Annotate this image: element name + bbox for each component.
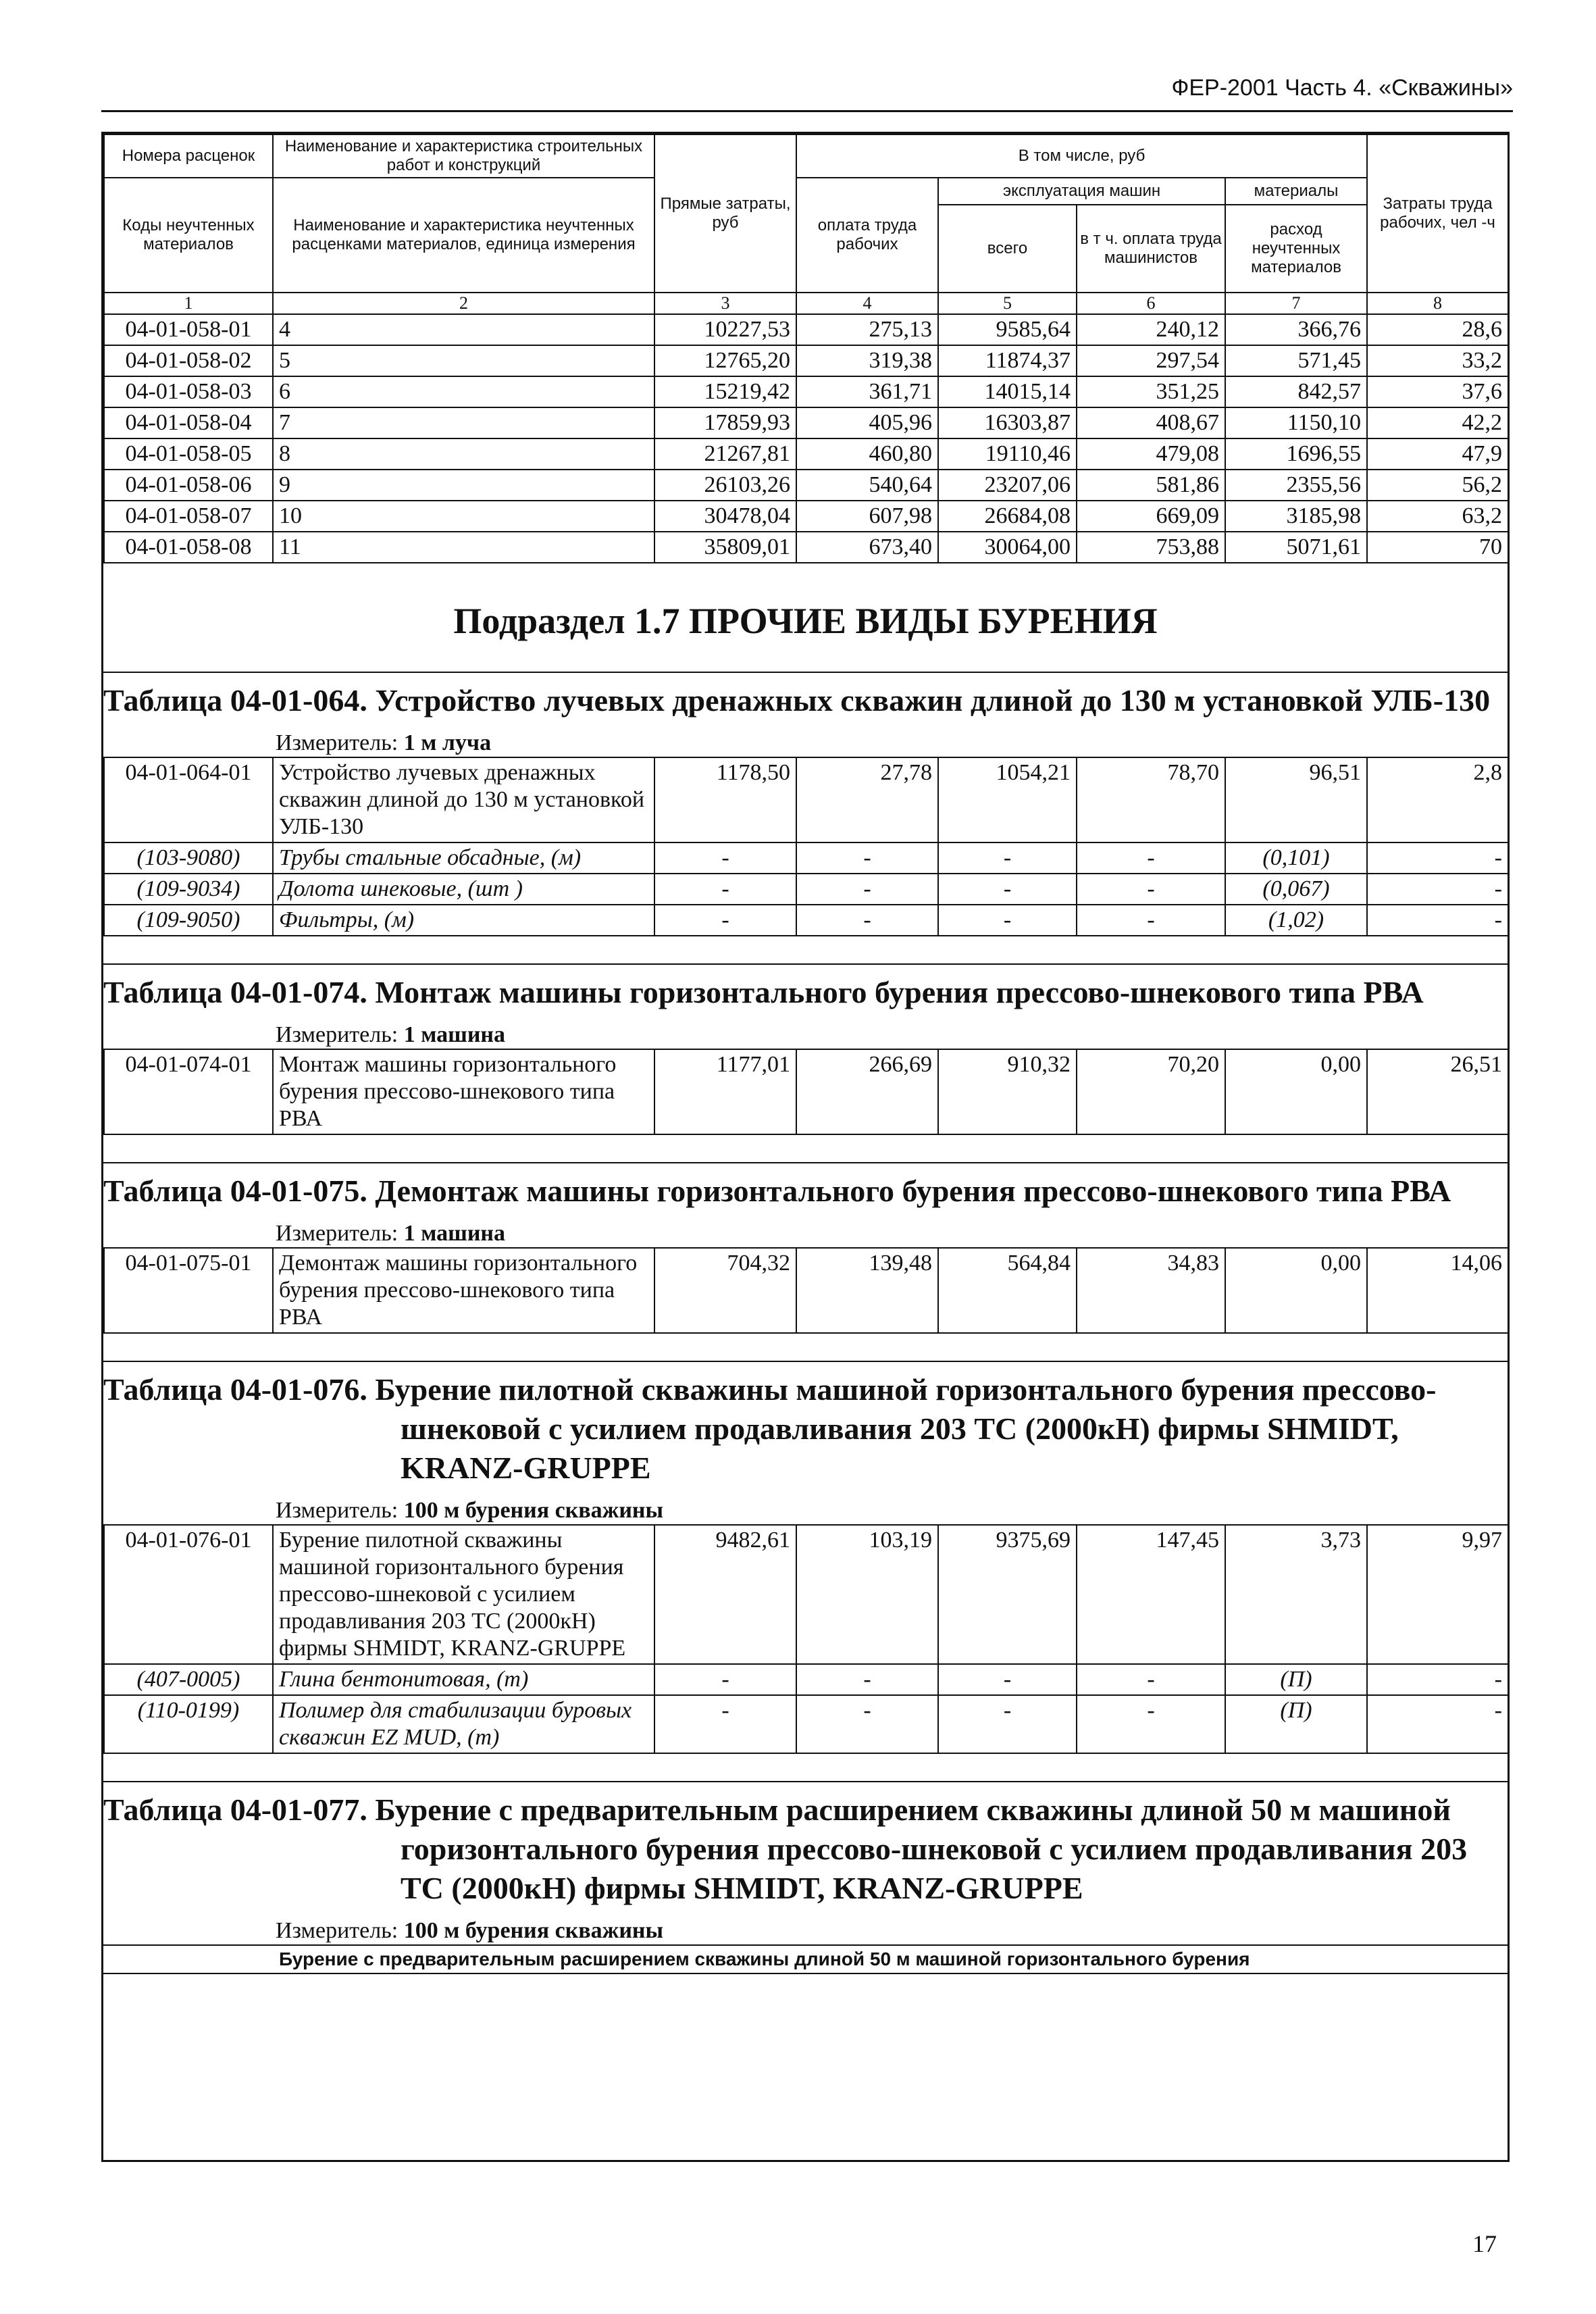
material-value: (П) xyxy=(1225,1664,1367,1695)
rate-param: 6 xyxy=(273,376,654,407)
table-row xyxy=(104,757,1508,842)
material-name: Долота шнековые, (шт ) xyxy=(273,874,654,905)
table-title xyxy=(103,1370,1508,1488)
material-value: - xyxy=(796,874,938,905)
header-labor-costs: Затраты труда рабочих, чел -ч xyxy=(1367,134,1508,293)
material-code: (110-0199) xyxy=(104,1695,273,1753)
header-rate-numbers: Номера расценок xyxy=(104,134,273,178)
rate-name: Бурение пилотной скважины машиной горизонтального бурения прессово-шнековой с усилием продавливания 203 ТС (2000кН) фирмы SHMIDT, KRANZ-GRUPPE xyxy=(273,1525,654,1664)
material-value: (0,101) xyxy=(1225,842,1367,874)
rate-value: 19110,46 xyxy=(938,438,1077,470)
rate-value: 26103,26 xyxy=(654,470,796,501)
subtable-block xyxy=(103,963,1508,1135)
rate-value: 405,96 xyxy=(796,407,938,438)
header-materials: материалы xyxy=(1225,178,1367,205)
table-meter xyxy=(103,1917,1508,1944)
rate-value: 1178,50 xyxy=(654,757,796,842)
rate-param: 9 xyxy=(273,470,654,501)
rate-value: 70,20 xyxy=(1077,1049,1225,1134)
rate-value: 540,64 xyxy=(796,470,938,501)
header-machine-operation: эксплуатация машин xyxy=(938,178,1225,205)
rate-value: 30478,04 xyxy=(654,501,796,532)
rate-value: 1696,55 xyxy=(1225,438,1367,470)
material-code: (109-9034) xyxy=(104,874,273,905)
rate-value: 581,86 xyxy=(1077,470,1225,501)
rate-code: 04-01-074-01 xyxy=(104,1049,273,1134)
header-including: В том числе, руб xyxy=(796,134,1367,178)
column-number: 4 xyxy=(796,293,938,314)
subtable-block xyxy=(103,1361,1508,1754)
material-value: - xyxy=(654,1664,796,1695)
table-row xyxy=(104,376,1508,407)
rate-value: 0,00 xyxy=(1225,1248,1367,1333)
material-value: - xyxy=(938,1695,1077,1753)
meter-value: 100 м бурения скважины xyxy=(403,1498,664,1523)
table-meter xyxy=(103,1022,1508,1049)
material-value: - xyxy=(796,842,938,874)
rate-value: 15219,42 xyxy=(654,376,796,407)
table-title-text: Демонтаж машины горизонтального бурения прессово-шнекового типа РВА xyxy=(375,1174,1451,1208)
header-work-name: Наименование и характеристика строительных работ и конструкций xyxy=(273,134,654,178)
column-number: 2 xyxy=(273,293,654,314)
rate-value: 47,9 xyxy=(1367,438,1508,470)
column-numbers-row xyxy=(104,293,1508,314)
rate-value: 753,88 xyxy=(1077,532,1225,563)
header-operator-pay: в т ч. оплата труда машинистов xyxy=(1077,205,1225,293)
rates-table-058 xyxy=(103,134,1509,563)
material-value: - xyxy=(1077,874,1225,905)
material-value: - xyxy=(654,874,796,905)
meter-value: 1 машина xyxy=(403,1022,505,1047)
header-direct-costs: Прямые затраты, руб xyxy=(654,134,796,293)
rate-code: 04-01-058-02 xyxy=(104,345,273,376)
material-value: - xyxy=(938,905,1077,936)
material-value: - xyxy=(938,874,1077,905)
rate-value: 10227,53 xyxy=(654,314,796,345)
rate-value: 139,48 xyxy=(796,1248,938,1333)
material-name: Трубы стальные обсадные, (м) xyxy=(273,842,654,874)
rate-value: 23207,06 xyxy=(938,470,1077,501)
rate-value: 3185,98 xyxy=(1225,501,1367,532)
table-row xyxy=(104,438,1508,470)
rate-value: 14015,14 xyxy=(938,376,1077,407)
meter-label: Измеритель: xyxy=(276,1221,398,1246)
column-number: 5 xyxy=(938,293,1077,314)
rate-param: 11 xyxy=(273,532,654,563)
rate-value: 27,78 xyxy=(796,757,938,842)
rate-value: 70 xyxy=(1367,532,1508,563)
table-title-lead: Таблица 04-01-075. xyxy=(103,1174,367,1208)
rate-value: 319,38 xyxy=(796,345,938,376)
rate-value: 16303,87 xyxy=(938,407,1077,438)
rate-value: 147,45 xyxy=(1077,1525,1225,1664)
material-name: Фильтры, (м) xyxy=(273,905,654,936)
rate-value: 1150,10 xyxy=(1225,407,1367,438)
rate-code: 04-01-058-08 xyxy=(104,532,273,563)
rate-code: 04-01-076-01 xyxy=(104,1525,273,1664)
rate-value: 35809,01 xyxy=(654,532,796,563)
subtable-block xyxy=(103,1162,1508,1334)
rate-code: 04-01-058-01 xyxy=(104,314,273,345)
meter-label: Измеритель: xyxy=(276,1022,398,1047)
rates-table xyxy=(103,1049,1509,1135)
table-title xyxy=(103,973,1508,1012)
rate-value: 2,8 xyxy=(1367,757,1508,842)
rate-value: 9,97 xyxy=(1367,1525,1508,1664)
rate-value: 28,6 xyxy=(1367,314,1508,345)
rate-value: 34,83 xyxy=(1077,1248,1225,1333)
rate-value: 0,00 xyxy=(1225,1049,1367,1134)
material-value: - xyxy=(654,842,796,874)
rate-value: 842,57 xyxy=(1225,376,1367,407)
rate-value: 275,13 xyxy=(796,314,938,345)
material-row xyxy=(104,842,1508,874)
material-code: (103-9080) xyxy=(104,842,273,874)
rate-value: 408,67 xyxy=(1077,407,1225,438)
rate-value: 460,80 xyxy=(796,438,938,470)
rate-value: 9375,69 xyxy=(938,1525,1077,1664)
meter-value: 1 м луча xyxy=(403,730,492,755)
rate-value: 30064,00 xyxy=(938,532,1077,563)
header-unaccounted-materials: расход неучтенных материалов xyxy=(1225,205,1367,293)
material-value: - xyxy=(1367,842,1508,874)
table-row xyxy=(104,314,1508,345)
page-header xyxy=(101,71,1513,112)
table-row xyxy=(104,470,1508,501)
material-value: - xyxy=(1367,1695,1508,1753)
rate-value: 673,40 xyxy=(796,532,938,563)
top-rows xyxy=(104,314,1508,563)
rate-value: 12765,20 xyxy=(654,345,796,376)
rates-table xyxy=(103,1247,1509,1334)
table-row xyxy=(104,1049,1508,1134)
rate-value: 78,70 xyxy=(1077,757,1225,842)
rates-table xyxy=(103,1524,1509,1754)
material-value: - xyxy=(1077,842,1225,874)
material-value: - xyxy=(796,905,938,936)
rate-value: 1054,21 xyxy=(938,757,1077,842)
material-value: - xyxy=(938,1664,1077,1695)
rate-param: 4 xyxy=(273,314,654,345)
table-row xyxy=(104,532,1508,563)
rate-value: 607,98 xyxy=(796,501,938,532)
section-title: Подраздел 1.7 ПРОЧИЕ ВИДЫ БУРЕНИЯ xyxy=(453,601,1158,641)
rate-value: 366,76 xyxy=(1225,314,1367,345)
page-header-title: ФЕР-2001 Часть 4. «Скважины» xyxy=(1171,75,1513,101)
rate-value: 2355,56 xyxy=(1225,470,1367,501)
table-title-text: Монтаж машины горизонтального бурения прессово-шнекового типа РВА xyxy=(375,975,1424,1009)
rate-value: 21267,81 xyxy=(654,438,796,470)
table-title-text: Бурение с предварительным расширением скважины длиной 50 м машиной горизонтального бурения прессово-шнековой с усилием продавливания 203 ТС (2000кН) фирмы SHMIDT, KRANZ-GRUPPE xyxy=(375,1792,1468,1905)
rate-name: Устройство лучевых дренажных скважин длиной до 130 м установкой УЛБ-130 xyxy=(273,757,654,842)
rate-value: 669,09 xyxy=(1077,501,1225,532)
table-title-lead: Таблица 04-01-064. xyxy=(103,683,367,718)
table-title-lead: Таблица 04-01-076. xyxy=(103,1372,367,1407)
rate-code: 04-01-064-01 xyxy=(104,757,273,842)
rate-value: 63,2 xyxy=(1367,501,1508,532)
material-value: - xyxy=(1077,905,1225,936)
rate-code: 04-01-058-05 xyxy=(104,438,273,470)
material-name: Глина бентонитовая, (т) xyxy=(273,1664,654,1695)
table-meter xyxy=(103,1497,1508,1524)
column-number: 1 xyxy=(104,293,273,314)
tables-container xyxy=(103,672,1508,1974)
material-value: (0,067) xyxy=(1225,874,1367,905)
column-number: 6 xyxy=(1077,293,1225,314)
rate-value: 571,45 xyxy=(1225,345,1367,376)
table-title-lead: Таблица 04-01-077. xyxy=(103,1792,367,1827)
rate-value: 3,73 xyxy=(1225,1525,1367,1664)
rate-value: 33,2 xyxy=(1367,345,1508,376)
material-value: - xyxy=(938,842,1077,874)
rate-value: 37,6 xyxy=(1367,376,1508,407)
material-value: - xyxy=(1367,905,1508,936)
table-meter xyxy=(103,1220,1508,1247)
rate-value: 42,2 xyxy=(1367,407,1508,438)
rate-value: 11874,37 xyxy=(938,345,1077,376)
page-number: 17 xyxy=(1472,2230,1497,2257)
rate-param: 7 xyxy=(273,407,654,438)
rate-value: 704,32 xyxy=(654,1248,796,1333)
material-code: (109-9050) xyxy=(104,905,273,936)
rate-code: 04-01-058-03 xyxy=(104,376,273,407)
table-title xyxy=(103,681,1508,720)
column-number: 7 xyxy=(1225,293,1367,314)
rate-value: 266,69 xyxy=(796,1049,938,1134)
subtable-block xyxy=(103,672,1508,936)
rate-code: 04-01-058-04 xyxy=(104,407,273,438)
rate-value: 479,08 xyxy=(1077,438,1225,470)
meter-label: Измеритель: xyxy=(276,1498,398,1523)
rate-value: 17859,93 xyxy=(654,407,796,438)
rate-value: 26,51 xyxy=(1367,1049,1508,1134)
table-subheading: Бурение с предварительным расширением скважины длиной 50 м машиной горизонтального бурения xyxy=(103,1944,1508,1974)
rate-value: 103,19 xyxy=(796,1525,938,1664)
table-row xyxy=(104,1248,1508,1333)
material-value: - xyxy=(1077,1695,1225,1753)
rate-value: 564,84 xyxy=(938,1248,1077,1333)
meter-value: 100 м бурения скважины xyxy=(403,1918,664,1943)
table-title xyxy=(103,1790,1508,1908)
rate-value: 1177,01 xyxy=(654,1049,796,1134)
material-value: (П) xyxy=(1225,1695,1367,1753)
table-header xyxy=(104,134,1508,293)
rate-value: 910,32 xyxy=(938,1049,1077,1134)
rate-value: 361,71 xyxy=(796,376,938,407)
rate-value: 9482,61 xyxy=(654,1525,796,1664)
rate-name: Демонтаж машины горизонтального бурения прессово-шнекового типа РВА xyxy=(273,1248,654,1333)
meter-value: 1 машина xyxy=(403,1221,505,1246)
rates-table xyxy=(103,757,1509,936)
rate-name: Монтаж машины горизонтального бурения прессово-шнекового типа РВА xyxy=(273,1049,654,1134)
rate-value: 5071,61 xyxy=(1225,532,1367,563)
table-row xyxy=(104,501,1508,532)
table-title-text: Устройство лучевых дренажных скважин длиной до 130 м установкой УЛБ-130 xyxy=(375,683,1491,718)
header-worker-pay: оплата труда рабочих xyxy=(796,178,938,293)
rate-value: 9585,64 xyxy=(938,314,1077,345)
rate-value: 240,12 xyxy=(1077,314,1225,345)
subtable-block xyxy=(103,1781,1508,1974)
meter-label: Измеритель: xyxy=(276,730,398,755)
material-name: Полимер для стабилизации буровых скважин EZ MUD, (т) xyxy=(273,1695,654,1753)
document-frame xyxy=(101,132,1510,2162)
rate-value: 297,54 xyxy=(1077,345,1225,376)
rate-code: 04-01-075-01 xyxy=(104,1248,273,1333)
rate-value: 14,06 xyxy=(1367,1248,1508,1333)
column-number: 8 xyxy=(1367,293,1508,314)
rate-param: 5 xyxy=(273,345,654,376)
rate-code: 04-01-058-07 xyxy=(104,501,273,532)
material-row xyxy=(104,874,1508,905)
rate-value: 351,25 xyxy=(1077,376,1225,407)
header-machines-total: всего xyxy=(938,205,1077,293)
material-value: - xyxy=(1367,874,1508,905)
material-value: - xyxy=(796,1664,938,1695)
column-number: 3 xyxy=(654,293,796,314)
material-row xyxy=(104,1695,1508,1753)
material-value: (1,02) xyxy=(1225,905,1367,936)
material-row xyxy=(104,905,1508,936)
material-value: - xyxy=(796,1695,938,1753)
rate-value: 56,2 xyxy=(1367,470,1508,501)
rate-param: 10 xyxy=(273,501,654,532)
material-value: - xyxy=(654,905,796,936)
material-value: - xyxy=(1077,1664,1225,1695)
header-material-codes: Коды неучтенных материалов xyxy=(104,178,273,293)
rate-value: 26684,08 xyxy=(938,501,1077,532)
material-code: (407-0005) xyxy=(104,1664,273,1695)
table-row xyxy=(104,1525,1508,1664)
table-row xyxy=(104,407,1508,438)
column-numbers xyxy=(104,293,1508,314)
header-material-names: Наименование и характеристика неучтенных расценками материалов, единица измерения xyxy=(273,178,654,293)
table-meter xyxy=(103,730,1508,757)
material-row xyxy=(104,1664,1508,1695)
rate-value: 96,51 xyxy=(1225,757,1367,842)
rate-param: 8 xyxy=(273,438,654,470)
table-row xyxy=(104,345,1508,376)
meter-label: Измеритель: xyxy=(276,1918,398,1943)
rate-code: 04-01-058-06 xyxy=(104,470,273,501)
material-value: - xyxy=(1367,1664,1508,1695)
table-title-text: Бурение пилотной скважины машиной горизонтального бурения прессово-шнековой с усилием продавливания 203 ТС (2000кН) фирмы SHMIDT, KRANZ-GRUPPE xyxy=(375,1372,1437,1485)
material-value: - xyxy=(654,1695,796,1753)
table-title xyxy=(103,1172,1508,1211)
table-title-lead: Таблица 04-01-074. xyxy=(103,975,367,1009)
